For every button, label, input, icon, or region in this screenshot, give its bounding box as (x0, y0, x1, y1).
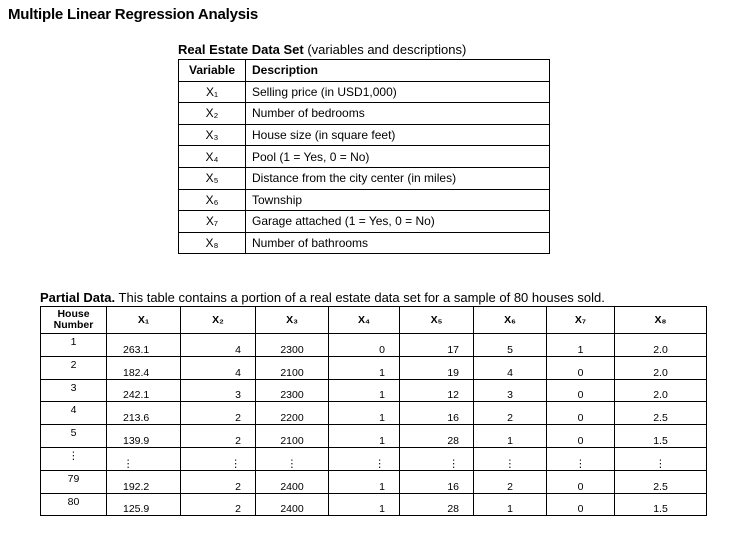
cell-value: 2 (235, 503, 241, 516)
cell-value: 0 (577, 503, 584, 516)
data-cell (107, 334, 181, 357)
data-cell (547, 470, 615, 493)
cell-value: 213.6 (123, 412, 150, 425)
cell-value: 2.0 (653, 389, 668, 402)
cell-value: 1.5 (653, 434, 668, 447)
variable-description: Distance from the city center (in miles) (246, 167, 550, 189)
variables-caption-bold: Real Estate Data Set (178, 42, 304, 57)
partial-caption-bold: Partial Data. (40, 290, 116, 305)
variable-header: Variable (179, 60, 246, 82)
variable-description: Garage attached (1 = Yes, 0 = No) (246, 211, 550, 233)
data-cell (400, 379, 474, 402)
variable-symbol: X₇ (179, 211, 246, 233)
variable-symbol: X₆ (179, 189, 246, 211)
column-header: X₈ (615, 307, 707, 334)
cell-value: ⋮ (655, 457, 666, 470)
data-cell (615, 379, 707, 402)
cell-value: 125.9 (123, 503, 150, 516)
variable-symbol: X₃ (179, 124, 246, 146)
data-cell (400, 402, 474, 425)
data-cell (615, 447, 707, 470)
data-cell (107, 402, 181, 425)
data-cell (256, 447, 329, 470)
variable-row (179, 211, 550, 233)
cell-value: 0 (379, 343, 385, 356)
data-cell (615, 334, 707, 357)
variable-description: Selling price (in USD1,000) (246, 81, 550, 103)
variable-symbol: X₅ (179, 167, 246, 189)
data-cell (547, 493, 615, 516)
data-cell (256, 493, 329, 516)
column-header: X₁ (107, 307, 181, 334)
cell-value: 2100 (280, 434, 304, 447)
cell-value: 192.2 (123, 480, 150, 493)
house-number-cell (41, 470, 107, 493)
cell-value: 17 (447, 343, 459, 356)
data-cell (400, 356, 474, 379)
data-cell (474, 356, 547, 379)
cell-value: 3 (507, 389, 513, 402)
house-number-cell (41, 447, 107, 470)
data-cell (181, 402, 256, 425)
data-cell (181, 356, 256, 379)
variable-row (179, 81, 550, 103)
house-number-cell (41, 379, 107, 402)
variable-description: House size (in square feet) (246, 124, 550, 146)
cell-value: ⋮ (286, 457, 298, 470)
data-cell (329, 379, 400, 402)
variable-description: Number of bedrooms (246, 103, 550, 125)
cell-value: ⋮ (575, 457, 586, 470)
cell-value: 242.1 (123, 389, 150, 402)
data-cell (329, 356, 400, 379)
cell-value: 139.9 (123, 434, 150, 447)
data-cell (329, 425, 400, 448)
cell-value: 4 (235, 343, 241, 356)
data-cell (181, 447, 256, 470)
partial-data-caption (40, 290, 605, 305)
cell-value: 3 (235, 389, 241, 402)
data-cell (474, 334, 547, 357)
cell-value: 2200 (280, 412, 304, 425)
data-cell (474, 447, 547, 470)
data-cell (181, 425, 256, 448)
data-cell (547, 379, 615, 402)
variable-description: Pool (1 = Yes, 0 = No) (246, 146, 550, 168)
cell-value: 4 (507, 366, 513, 379)
data-cell (329, 493, 400, 516)
data-cell (181, 470, 256, 493)
variable-description: Township (246, 189, 550, 211)
cell-value: 19 (447, 366, 459, 379)
cell-value: 28 (447, 503, 459, 516)
data-cell (107, 425, 181, 448)
column-header: X₄ (329, 307, 400, 334)
data-cell (256, 334, 329, 357)
cell-value: ⋮ (504, 457, 516, 470)
cell-value: 2100 (280, 366, 304, 379)
data-cell (400, 493, 474, 516)
column-header: X₆ (474, 307, 547, 334)
house-number: 5 (70, 427, 77, 440)
variable-symbol: X₈ (179, 232, 246, 254)
cell-value: 2 (507, 412, 513, 425)
data-cell (547, 447, 615, 470)
variable-symbol: X₂ (179, 103, 246, 125)
partial-caption-rest: This table contains a portion of a real estate data set for a sample of 80 houses sold. (115, 290, 605, 305)
data-cell (107, 470, 181, 493)
variable-symbol: X₄ (179, 146, 246, 168)
data-cell (329, 402, 400, 425)
house-number: 80 (67, 495, 80, 508)
cell-value: ⋮ (448, 457, 459, 470)
cell-value: 0 (577, 412, 584, 425)
data-cell (474, 425, 547, 448)
data-cell (547, 402, 615, 425)
house-number: 1 (70, 336, 77, 348)
data-cell (329, 447, 400, 470)
house-number-header: House Number (41, 307, 107, 334)
house-number-cell (41, 334, 107, 357)
column-header: X₅ (400, 307, 474, 334)
data-cell (474, 470, 547, 493)
cell-value: 16 (447, 480, 459, 493)
data-cell (256, 470, 329, 493)
cell-value: 1 (507, 503, 513, 516)
data-cell (256, 402, 329, 425)
cell-value: 182.4 (123, 366, 150, 379)
data-cell (256, 356, 329, 379)
cell-value: 28 (447, 434, 459, 447)
cell-value: 2300 (280, 343, 304, 356)
variables-table (178, 59, 550, 254)
house-number: 3 (70, 381, 77, 394)
cell-value: ⋮ (374, 457, 385, 470)
cell-value: 1 (379, 389, 385, 402)
cell-value: 12 (447, 389, 459, 402)
cell-value: 1 (577, 343, 584, 356)
cell-value: 16 (447, 412, 459, 425)
data-cell (107, 356, 181, 379)
page-title: Multiple Linear Regression Analysis (8, 6, 259, 23)
cell-value: ⋮ (230, 457, 241, 470)
house-number-cell (41, 402, 107, 425)
table-row (41, 447, 707, 470)
cell-value: 0 (577, 366, 584, 379)
data-cell (256, 425, 329, 448)
cell-value: 1.5 (653, 503, 668, 516)
data-cell (474, 493, 547, 516)
data-cell (547, 334, 615, 357)
cell-value: 0 (577, 434, 584, 447)
table-row (41, 470, 707, 493)
table-row (41, 379, 707, 402)
data-cell (181, 379, 256, 402)
cell-value: 1 (379, 503, 385, 516)
variable-row (179, 167, 550, 189)
data-cell (615, 425, 707, 448)
cell-value: 2.0 (653, 343, 668, 356)
data-cell (400, 470, 474, 493)
table-row (41, 334, 707, 357)
data-cell (474, 402, 547, 425)
house-number-cell (41, 493, 107, 516)
cell-value: 1 (379, 434, 385, 447)
variable-row (179, 146, 550, 168)
variable-description: Number of bathrooms (246, 232, 550, 254)
cell-value: 1 (379, 412, 385, 425)
variable-row (179, 189, 550, 211)
table-row (41, 493, 707, 516)
house-number-cell (41, 425, 107, 448)
data-cell (329, 470, 400, 493)
data-cell (181, 334, 256, 357)
variable-symbol: X₁ (179, 81, 246, 103)
column-header: X₂ (181, 307, 256, 334)
data-cell (329, 334, 400, 357)
cell-value: 2 (235, 434, 241, 447)
data-cell (615, 402, 707, 425)
cell-value: 2 (507, 480, 513, 493)
data-cell (615, 356, 707, 379)
house-number: 2 (70, 358, 77, 371)
data-cell (181, 493, 256, 516)
cell-value: 263.1 (123, 343, 150, 356)
variable-row (179, 103, 550, 125)
cell-value: 1 (379, 366, 385, 379)
cell-value: 2.5 (653, 480, 668, 493)
data-cell (107, 379, 181, 402)
cell-value: 1 (379, 480, 385, 493)
variables-table-caption (178, 42, 466, 57)
cell-value: 2 (235, 412, 241, 425)
column-header: X₇ (547, 307, 615, 334)
variables-caption-rest: (variables and descriptions) (303, 42, 467, 57)
cell-value: 1 (507, 434, 513, 447)
data-cell (547, 356, 615, 379)
cell-value: 2 (235, 480, 241, 493)
cell-value: 2.5 (653, 412, 668, 425)
table-row (41, 402, 707, 425)
data-cell (107, 493, 181, 516)
column-header: X₃ (256, 307, 329, 334)
data-cell (547, 425, 615, 448)
cell-value: 2400 (280, 503, 304, 516)
cell-value: 0 (577, 480, 584, 493)
data-cell (474, 379, 547, 402)
table-row (41, 425, 707, 448)
data-cell (615, 470, 707, 493)
house-number: ⋮ (68, 449, 79, 462)
cell-value: ⋮ (123, 457, 134, 470)
cell-value: 2300 (280, 389, 304, 402)
description-header: Description (246, 60, 550, 82)
cell-value: 0 (577, 389, 584, 402)
data-cell (256, 379, 329, 402)
variable-row (179, 124, 550, 146)
partial-data-table (40, 306, 707, 516)
variable-row (179, 232, 550, 254)
cell-value: 4 (235, 366, 241, 379)
table-row (41, 356, 707, 379)
cell-value: 5 (507, 343, 513, 356)
house-number-cell (41, 356, 107, 379)
house-number: 4 (70, 404, 77, 417)
data-cell (400, 425, 474, 448)
data-cell (107, 447, 181, 470)
data-cell (615, 493, 707, 516)
house-number: 79 (67, 472, 80, 485)
cell-value: 2.0 (653, 366, 668, 379)
data-cell (400, 334, 474, 357)
cell-value: 2400 (280, 480, 304, 493)
data-cell (400, 447, 474, 470)
